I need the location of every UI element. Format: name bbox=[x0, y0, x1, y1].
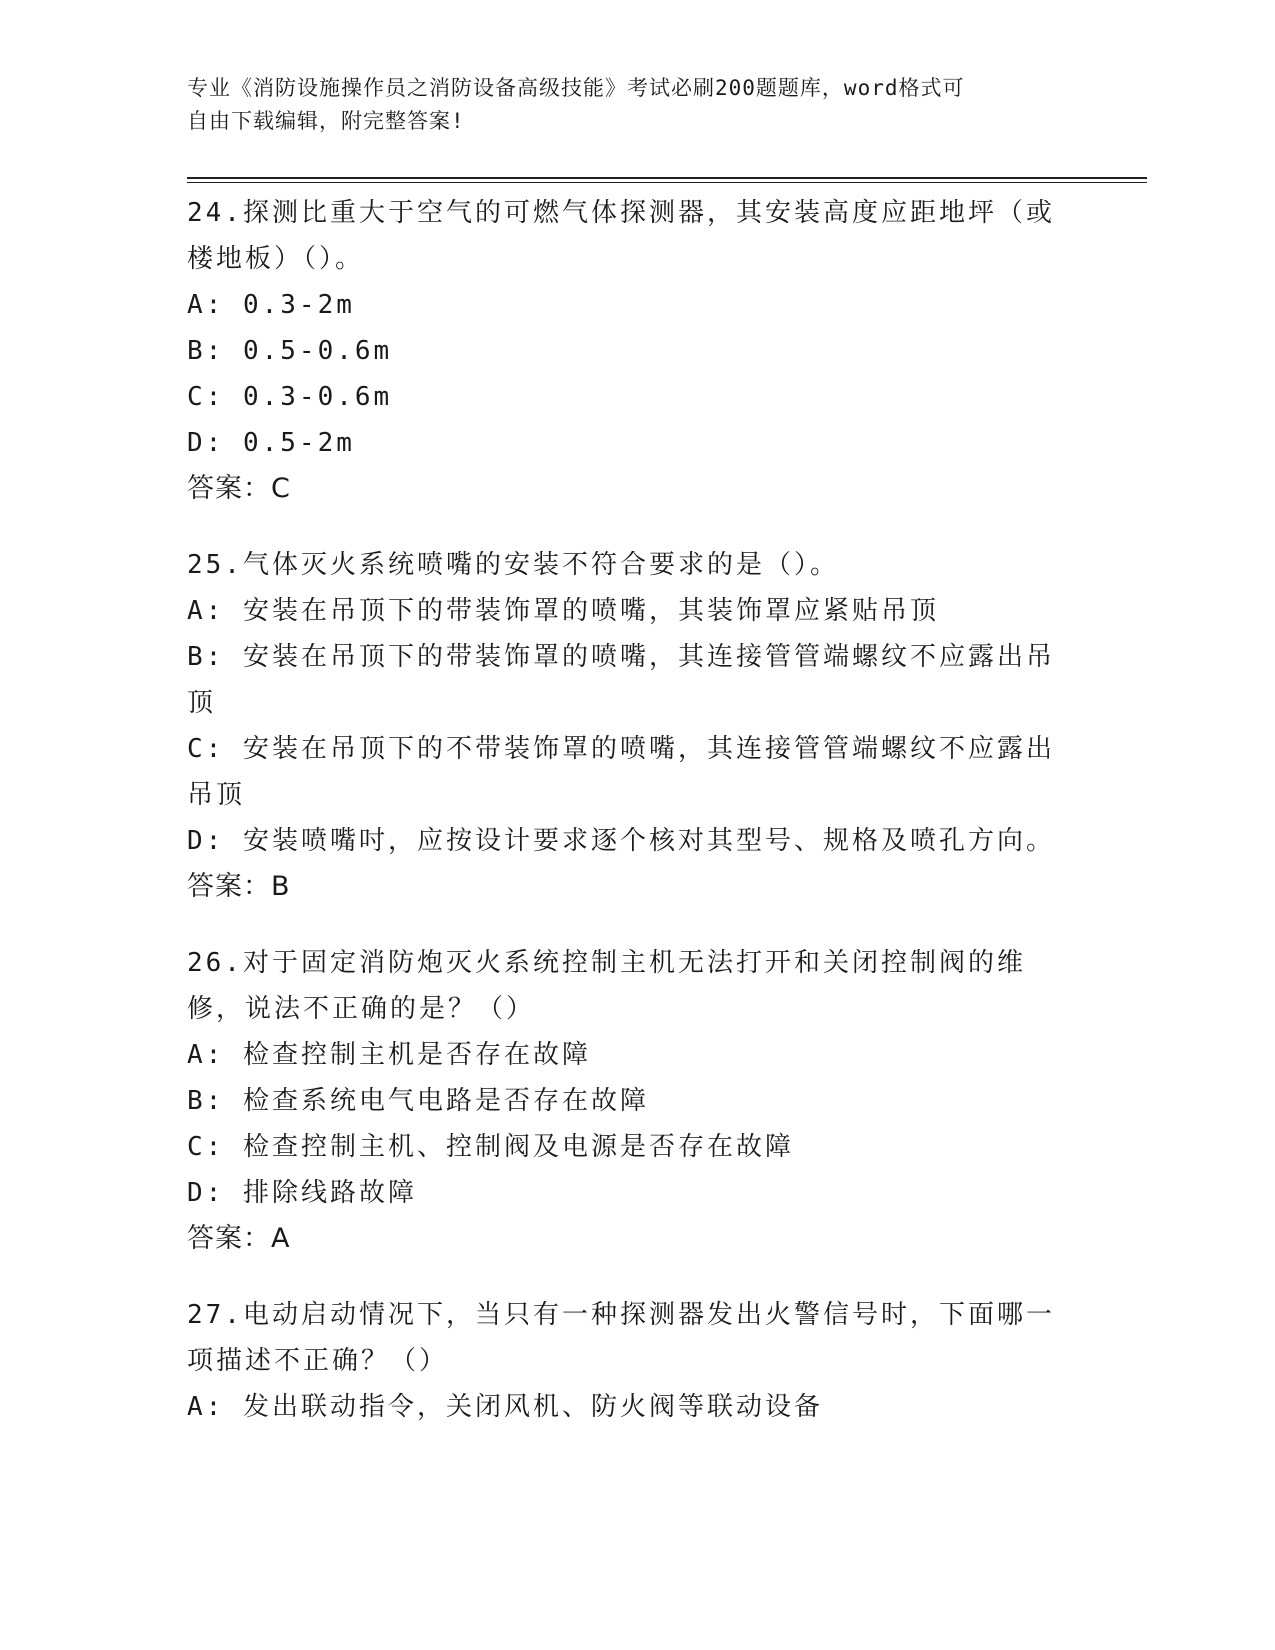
header-line-1: 专业《消防设施操作员之消防设备高级技能》考试必刷200题题库，word格式可 bbox=[187, 76, 965, 100]
question-27 bbox=[187, 1292, 1077, 1430]
option-a: A: 发出联动指令，关闭风机、防火阀等联动设备 bbox=[187, 1392, 823, 1422]
option-d: D: 安装喷嘴吋，应按设计要求逐个核对其型号、规格及喷孔方向。 bbox=[187, 826, 1055, 856]
option-b: B: 安装在吊顶下的带装饰罩的喷嘴，其连接管管端螺纹不应露出吊顶 bbox=[187, 642, 1055, 718]
answer: 答案：A bbox=[187, 1223, 291, 1254]
question-list bbox=[187, 190, 1077, 1460]
option-a: A: 0.3-2m bbox=[187, 290, 355, 320]
question-25 bbox=[187, 542, 1077, 910]
answer: 答案：C bbox=[187, 473, 291, 504]
option-d: D: 排除线路故障 bbox=[187, 1178, 417, 1208]
header-divider-thick bbox=[187, 177, 1147, 179]
option-b: B: 0.5-0.6m bbox=[187, 336, 393, 366]
option-a: A: 安装在吊顶下的带装饰罩的喷嘴，其装饰罩应紧贴吊顶 bbox=[187, 596, 939, 626]
question-stem: 25.气体灭火系统喷嘴的安装不符合要求的是（）。 bbox=[187, 550, 839, 580]
answer: 答案：B bbox=[187, 871, 291, 902]
question-stem: 27.电动启动情况下，当只有一种探测器发出火警信号时，下面哪一项描述不正确？（） bbox=[187, 1300, 1055, 1376]
question-26 bbox=[187, 940, 1077, 1262]
option-d: D: 0.5-2m bbox=[187, 428, 355, 458]
option-a: A: 检查控制主机是否存在故障 bbox=[187, 1040, 591, 1070]
option-c: C: 0.3-0.6m bbox=[187, 382, 393, 412]
document-header bbox=[187, 72, 1067, 138]
option-c: C: 安装在吊顶下的不带装饰罩的喷嘴，其连接管管端螺纹不应露出吊顶 bbox=[187, 734, 1055, 810]
option-b: B: 检查系统电气电路是否存在故障 bbox=[187, 1086, 649, 1116]
question-stem: 24.探测比重大于空气的可燃气体探测器，其安装高度应距地坪（或楼地板）（）。 bbox=[187, 198, 1055, 274]
option-c: C: 检查控制主机、控制阀及电源是否存在故障 bbox=[187, 1132, 794, 1162]
question-24 bbox=[187, 190, 1077, 512]
header-line-2: 自由下载编辑，附完整答案! bbox=[187, 109, 465, 133]
question-stem: 26.对于固定消防炮灭火系统控制主机无法打开和关闭控制阀的维修，说法不正确的是？（） bbox=[187, 948, 1026, 1024]
header-divider-thin bbox=[187, 182, 1147, 183]
